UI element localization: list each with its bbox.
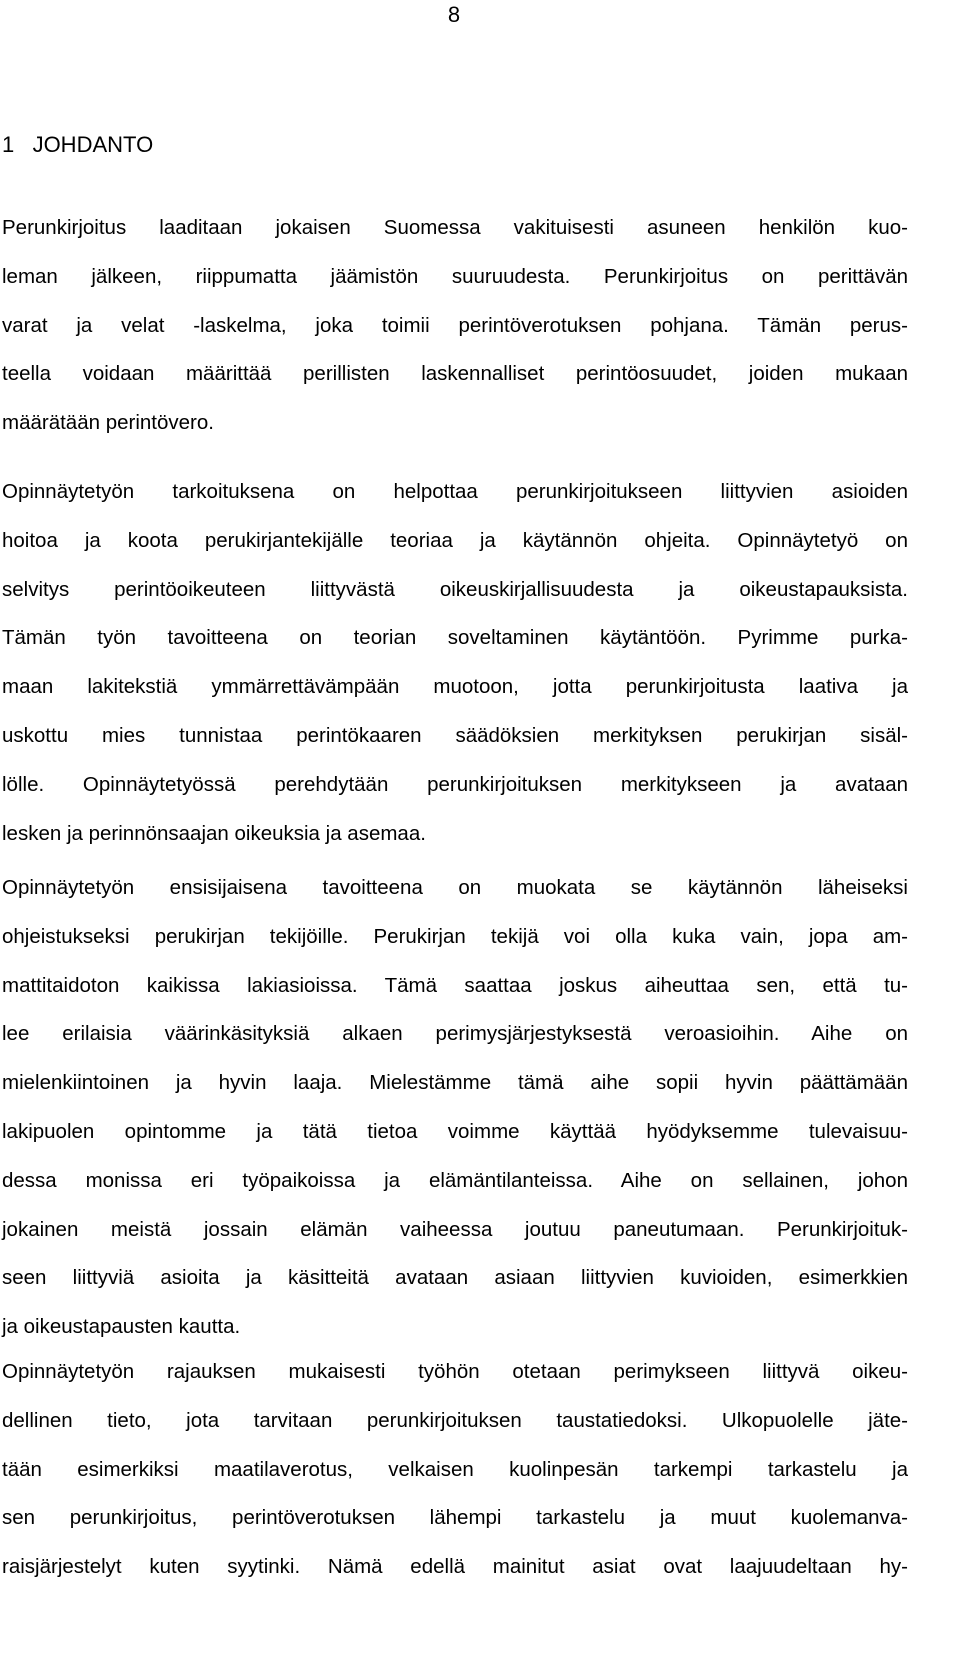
paragraph-line: leman jälkeen, riippumatta jäämistön suuruudesta. Perunkirjoitus on perittävän	[2, 264, 908, 288]
paragraph-line: mielenkiintoinen ja hyvin laaja. Mielestämme tämä aihe sopii hyvin päättämään	[2, 1071, 908, 1095]
paragraph-line: Opinnäytetyön ensisijaisena tavoitteena on muokata se käytännön läheiseksi	[2, 876, 908, 899]
paragraph-2	[2, 468, 908, 858]
paragraph-line: jokainen meistä jossain elämän vaiheessa joutuu paneutumaan. Perunkirjoituk-	[2, 1217, 908, 1241]
paragraph-line: lesken ja perinnönsaajan oikeuksia ja asemaa.	[2, 821, 426, 845]
paragraph-line: raisjärjestelyt kuten syytinki. Nämä edellä mainitut asiat ovat laajuudeltaan hy-	[2, 1555, 908, 1579]
paragraph-line: varat ja velat -laskelma, joka toimii perintöverotuksen pohjana. Tämän perus-	[2, 313, 908, 337]
paragraph-line: lakipuolen opintomme ja tätä tietoa voimme käyttää hyödyksemme tulevaisuu-	[2, 1119, 908, 1143]
paragraph-line: hoitoa ja koota perukirjantekijälle teoriaa ja käytännön ohjeita. Opinnäytetyö on	[2, 528, 908, 552]
paragraph-line: teella voidaan määrittää perillisten laskennalliset perintöosuudet, joiden mukaan	[2, 362, 908, 386]
paragraph-line: lölle. Opinnäytetyössä perehdytään perunkirjoituksen merkitykseen ja avataan	[2, 772, 908, 796]
paragraph-line: Tämän työn tavoitteena on teorian soveltaminen käytäntöön. Pyrimme purka-	[2, 626, 908, 650]
paragraph-line: selvitys perintöoikeuteen liittyvästä oikeuskirjallisuudesta ja oikeustapauksista.	[2, 577, 908, 601]
paragraph-line: maan lakitekstiä ymmärrettävämpään muotoon, jotta perunkirjoitusta laativa ja	[2, 675, 908, 699]
paragraph-line: lee erilaisia väärinkäsityksiä alkaen perimysjärjestyksestä veroasioihin. Aihe on	[2, 1022, 908, 1046]
paragraph-4	[2, 1348, 908, 1592]
paragraph-line: sen perunkirjoitus, perintöverotuksen lähempi tarkastelu ja muut kuolemanva-	[2, 1506, 908, 1530]
paragraph-line: mattitaidoton kaikissa lakiasioissa. Tämä saattaa joskus aiheuttaa sen, että tu-	[2, 973, 908, 997]
paragraph-line: tään esimerkiksi maatilaverotus, velkaisen kuolinpesän tarkempi tarkastelu ja	[2, 1457, 908, 1481]
paragraph-line: ohjeistukseksi perukirjan tekijöille. Perukirjan tekijä voi olla kuka vain, jopa am-	[2, 924, 908, 948]
paragraph-line: Perunkirjoitus laaditaan jokaisen Suomessa vakituisesti asuneen henkilön kuo-	[2, 216, 908, 239]
paragraph-3	[2, 864, 908, 1352]
paragraph-line: dellinen tieto, jota tarvitaan perunkirjoituksen taustatiedoksi. Ulkopuolelle jäte-	[2, 1408, 908, 1432]
paragraph-line: Opinnäytetyön tarkoituksena on helpottaa perunkirjoitukseen liittyvien asioiden	[2, 480, 908, 503]
paragraph-line: dessa monissa eri työpaikoissa ja elämäntilanteissa. Aihe on sellainen, johon	[2, 1168, 908, 1192]
paragraph-line: uskottu mies tunnistaa perintökaaren säädöksien merkityksen perukirjan sisäl-	[2, 723, 908, 747]
paragraph-line: ja oikeustapausten kautta.	[2, 1315, 241, 1339]
paragraph-line: seen liittyviä asioita ja käsitteitä avataan asiaan liittyvien kuvioiden, esimerkkien	[2, 1266, 908, 1290]
paragraph-line: Opinnäytetyön rajauksen mukaisesti työhön otetaan perimykseen liittyvä oikeu-	[2, 1360, 908, 1383]
paragraph-1	[2, 204, 908, 448]
page-number: 8	[447, 2, 461, 27]
chapter-heading: 1 JOHDANTO	[2, 132, 154, 157]
paragraph-line: määrätään perintövero.	[2, 411, 214, 435]
